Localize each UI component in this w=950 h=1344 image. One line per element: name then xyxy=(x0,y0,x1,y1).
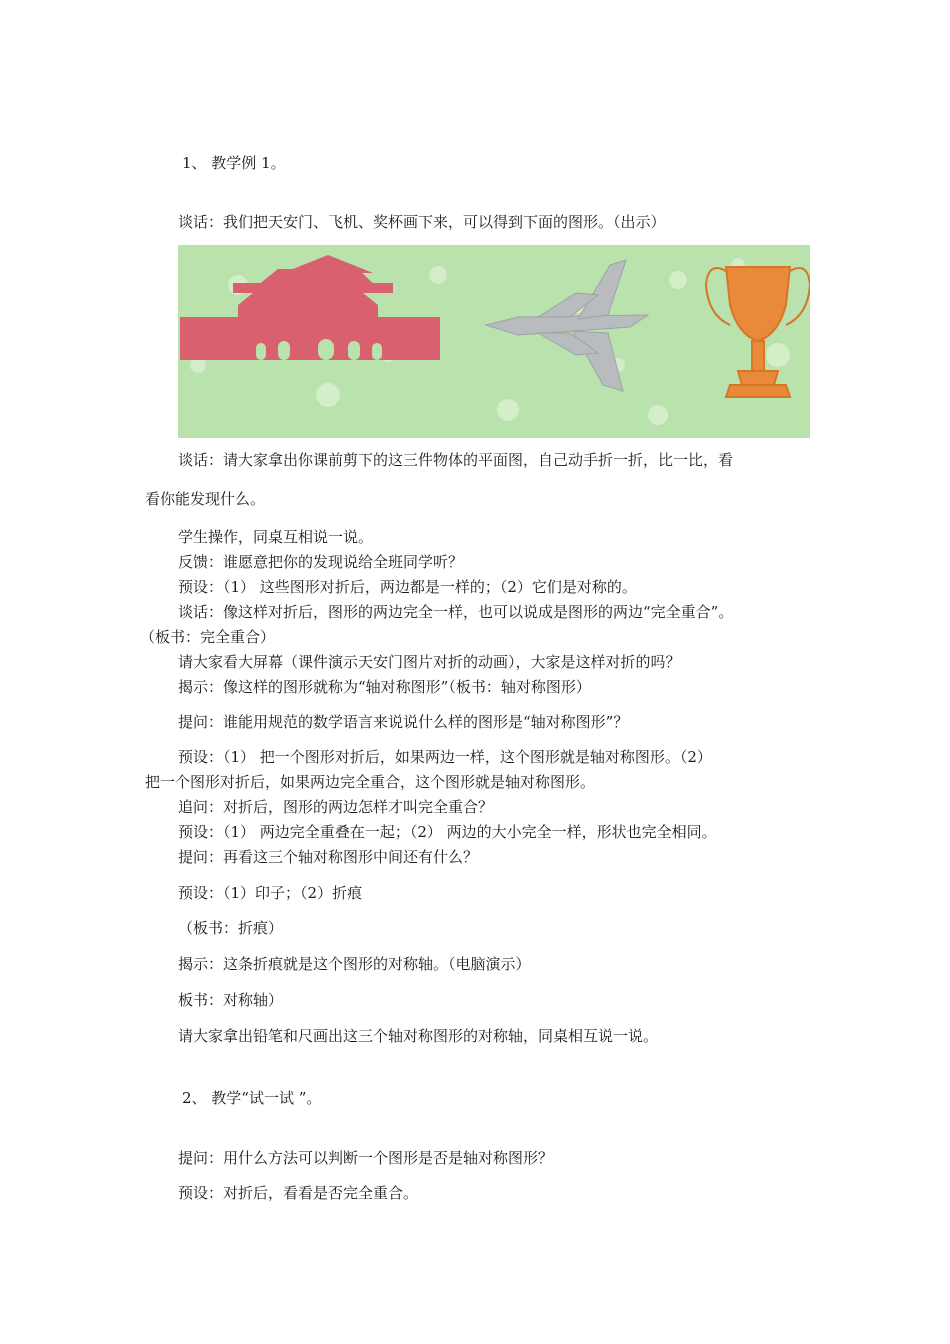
talk-paragraph-2-line-2: 看你能发现什么。 xyxy=(145,490,266,508)
paragraph-reveal-2: 揭示：这条折痕就是这个图形的对称轴。（电脑演示） xyxy=(178,955,531,973)
trophy-shape xyxy=(706,267,810,397)
paragraph-reveal-1: 揭示：像这样的图形就称为“轴对称图形”（板书：轴对称图形） xyxy=(178,678,591,696)
section1-heading: 1、 教学例 1。 xyxy=(182,154,286,172)
figure-banner xyxy=(178,245,810,438)
paragraph-preset-5: 预设：对折后，看看是否完全重合。 xyxy=(178,1184,419,1202)
paragraph-preset-4: 预设：（1）印子；（2）折痕 xyxy=(178,884,363,902)
paragraph-follow-up: 追问：对折后，图形的两边怎样才叫完全重合？ xyxy=(178,798,494,816)
paragraph-question-2: 提问：再看这三个轴对称图形中间还有什么？ xyxy=(178,848,479,866)
paragraph-draw-axis: 请大家拿出铅笔和尺画出这三个轴对称图形的对称轴，同桌相互说一说。 xyxy=(178,1027,659,1045)
paragraph-talk-3-line-2: （板书：完全重合） xyxy=(140,628,276,646)
paragraph-preset-2-line-2: 把一个图形对折后，如果两边完全重合，这个图形就是轴对称图形。 xyxy=(145,773,596,791)
paragraph-preset-3: 预设：（1） 两边完全重叠在一起；（2） 两边的大小完全一样，形状也完全相同。 xyxy=(178,823,717,841)
section2-heading: 2、 教学“试一试 ”。 xyxy=(182,1089,322,1107)
paragraph-board-axis: 板书：对称轴） xyxy=(178,991,284,1009)
paragraph-question-1: 提问：谁能用规范的数学语言来说说什么样的图形是“轴对称图形”？ xyxy=(178,713,629,731)
paragraph-board-crease: （板书：折痕） xyxy=(178,919,284,937)
airplane-shape xyxy=(486,260,648,391)
paragraph-student-operation: 学生操作，同桌互相说一说。 xyxy=(178,528,374,546)
paragraph-preset-1: 预设：（1） 这些图形对折后，两边都是一样的；（2）它们是对称的。 xyxy=(178,578,637,596)
paragraph-preset-2-line-1: 预设：（1） 把一个图形对折后，如果两边一样，这个图形就是轴对称图形。（2） xyxy=(178,748,712,766)
tiananmen-gate-shape xyxy=(180,255,440,360)
paragraph-feedback: 反馈：谁愿意把你的发现说给全班同学听？ xyxy=(178,553,464,571)
paragraph-talk-3-line-1: 谈话：像这样对折后，图形的两边完全一样，也可以说成是图形的两边“完全重合”。 xyxy=(178,603,734,621)
talk-paragraph-2-line-1: 谈话：请大家拿出你课前剪下的这三件物体的平面图，自己动手折一折，比一比，看 xyxy=(178,451,734,469)
talk-paragraph-1: 谈话：我们把天安门、飞机、奖杯画下来，可以得到下面的图形。（出示） xyxy=(178,213,666,231)
figure-illustration xyxy=(178,245,810,438)
paragraph-question-3: 提问：用什么方法可以判断一个图形是否是轴对称图形？ xyxy=(178,1149,554,1167)
paragraph-screen: 请大家看大屏幕（课件演示天安门图片对折的动画），大家是这样对折的吗？ xyxy=(178,653,681,671)
